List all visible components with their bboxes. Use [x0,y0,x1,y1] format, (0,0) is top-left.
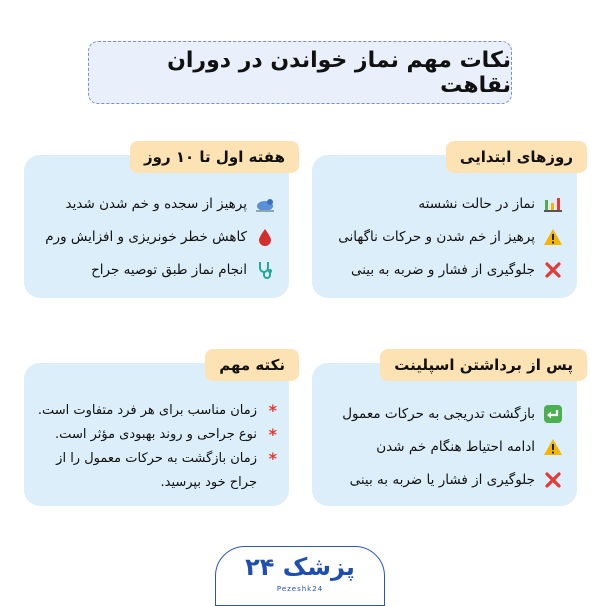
list-item: بازگشت تدریجی به حرکات معمول [322,397,563,430]
logo-subtext: Pezeshk24 [276,585,324,593]
card-tag: پس از برداشتن اسپلینت [380,349,587,381]
list-item: * زمان مناسب برای هر فرد متفاوت است. [36,399,277,423]
list-item: * زمان بازگشت به حرکات معمول را از جراح خود بپرسید. [56,449,277,490]
card-important-note [24,356,289,506]
prostration-icon [255,194,275,214]
title-box [88,41,512,104]
card-tag: هفته اول تا ۱۰ روز [130,141,299,173]
return-arrow-icon [543,404,563,424]
card-tag: نکته مهم [205,349,299,381]
cross-mark-icon [543,470,563,490]
card-first-week [24,148,289,298]
logo-text: پزشک ۲۴ [245,553,355,581]
warning-icon [543,227,563,247]
stethoscope-icon [255,260,275,280]
list-item: پرهیز از سجده و خم شدن شدید [34,187,275,220]
list-item: ادامه احتیاط هنگام خم شدن [322,430,563,463]
asterisk-icon: * [268,449,277,468]
asterisk-icon: * [268,425,277,444]
list-item: انجام نماز طبق توصیه جراح [34,253,275,286]
card-early-days [312,148,577,298]
list-item: کاهش خطر خونریزی و افزایش ورم [34,220,275,253]
asterisk-icon: * [268,401,277,420]
sitting-person-icon [543,194,563,214]
list-item: * نوع جراحی و روند بهبودی مؤثر است. [36,423,277,447]
card-tag: روزهای ابتدایی [446,141,587,173]
brand-logo [215,546,385,606]
list-item: نماز در حالت نشسته [322,187,563,220]
warning-icon [543,437,563,457]
list-item: جلوگیری از فشار یا ضربه به بینی [322,463,563,496]
card-after-splint [312,356,577,506]
page-title: نکات مهم نماز خواندن در دوران نقاهت [167,47,511,98]
cross-mark-icon [543,260,563,280]
blood-drop-icon [255,227,275,247]
list-item: جلوگیری از فشار و ضربه به بینی [322,253,563,286]
list-item: پرهیز از خم شدن و حرکات ناگهانی [322,220,563,253]
